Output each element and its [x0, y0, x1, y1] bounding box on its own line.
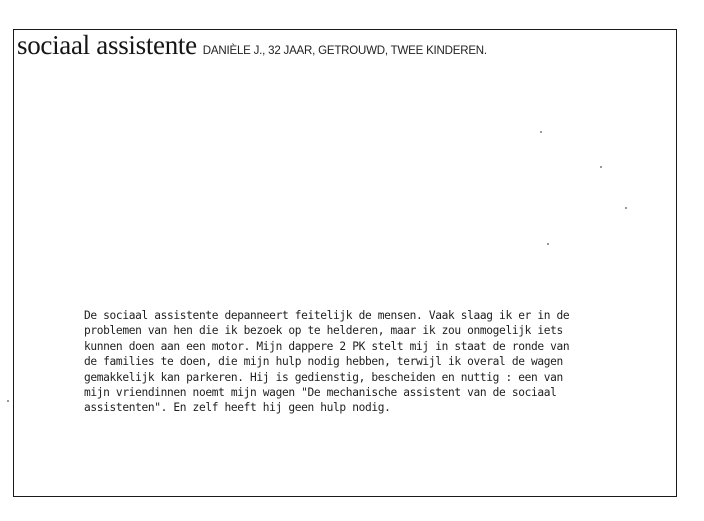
heading [17, 30, 487, 61]
page-border-frame [13, 29, 677, 497]
body-line: gemakkelijk kan parkeren. Hij is gedienstig, bescheiden en nuttig : een van [84, 370, 563, 384]
body-line: kunnen doen aan een motor. Mijn dappere 2 PK stelt mij in staat de ronde van [84, 339, 570, 353]
page-subtitle: DANIÈLE J., 32 JAAR, GETROUWD, TWEE KINDEREN. [202, 45, 487, 57]
body-line: de families te doen, die mijn hulp nodig hebben, terwijl ik overal de wagen [84, 355, 563, 369]
scan-speck [540, 131, 542, 133]
scan-speck [547, 243, 549, 245]
page-title: sociaal assistente [17, 30, 197, 60]
scan-speck [625, 207, 627, 209]
scan-speck [7, 400, 9, 402]
scan-speck [600, 166, 602, 168]
body-line: De sociaal assistente depanneert feitelijk de mensen. Vaak slaag ik er in de [84, 309, 570, 322]
body-line: problemen van hen die ik bezoek op te helderen, maar ik zou onmogelijk iets [84, 324, 563, 338]
body-line: assistenten". En zelf heeft hij geen hulp nodig. [84, 401, 391, 415]
body-paragraph [84, 308, 604, 416]
body-line: mijn vriendinnen noemt mijn wagen "De mechanische assistent van de sociaal [84, 386, 557, 400]
